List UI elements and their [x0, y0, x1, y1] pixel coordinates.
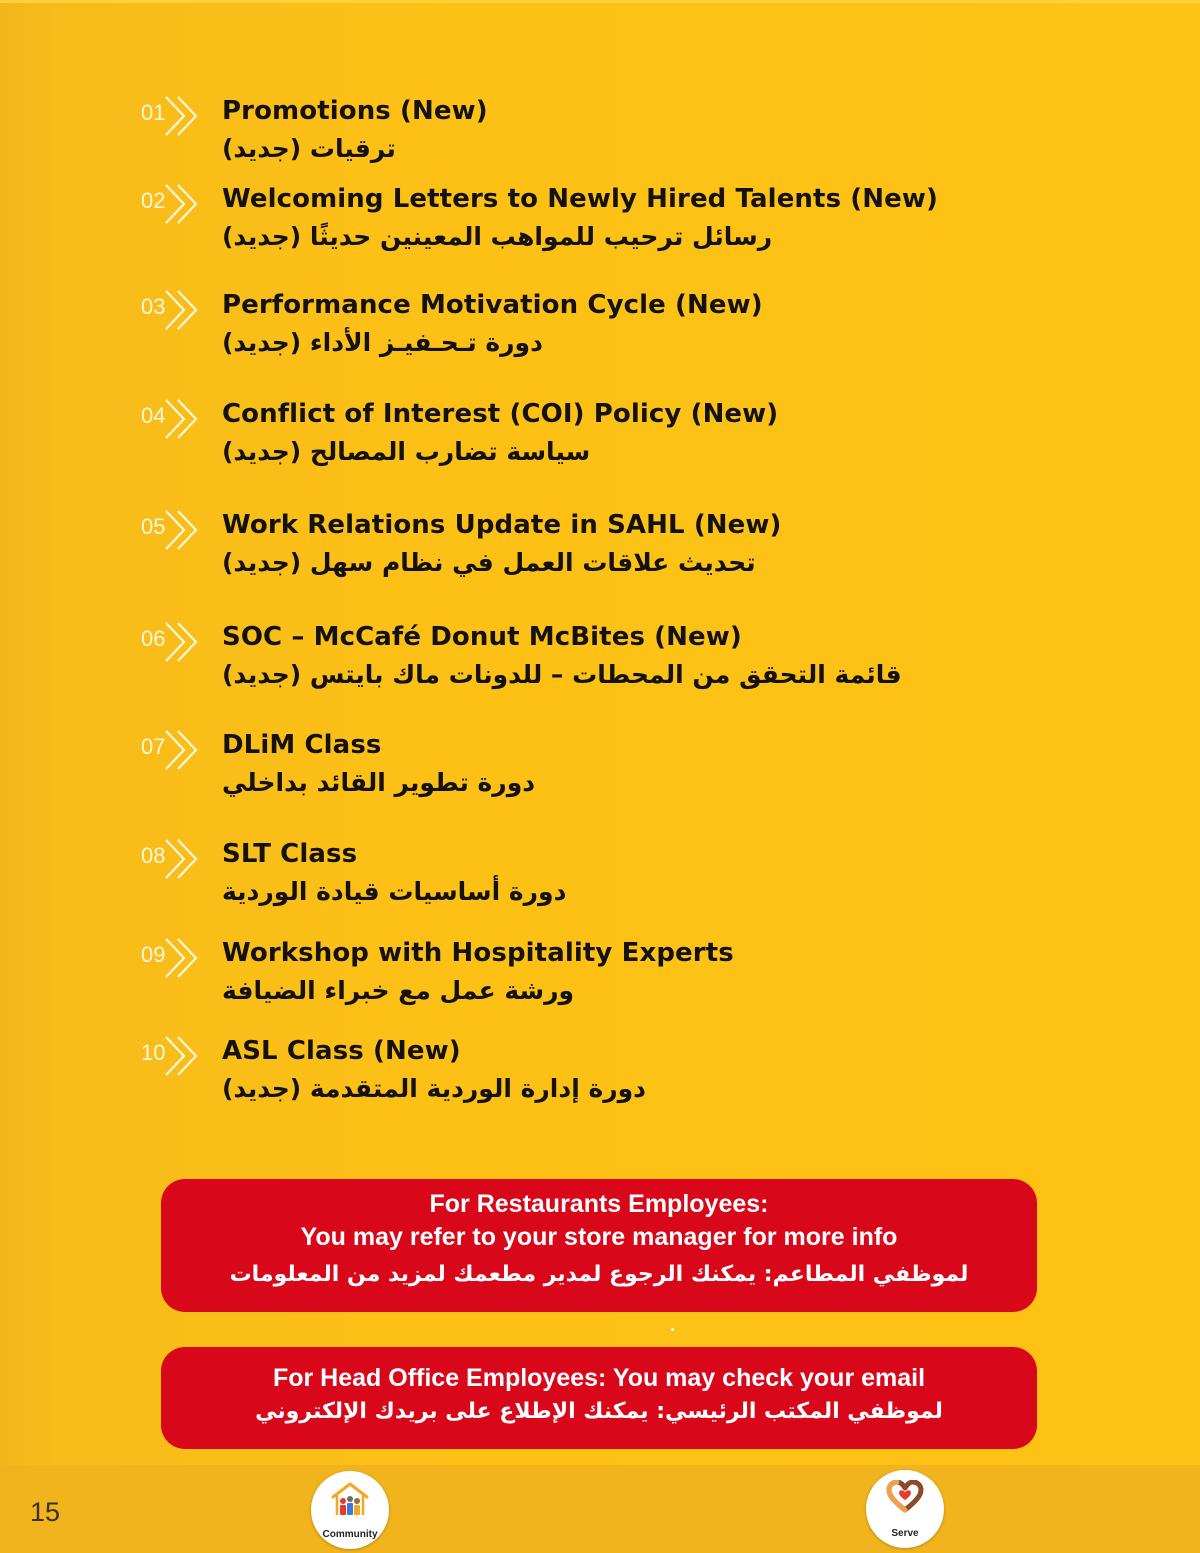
item-title-english: SOC – McCafé Donut McBites (New) [222, 622, 742, 652]
item-title-english: Work Relations Update in SAHL (New) [222, 510, 782, 540]
item-title-arabic: ترقيات (جديد) [222, 134, 396, 163]
double-chevron-icon [162, 727, 202, 773]
community-house-icon [330, 1481, 370, 1519]
restaurants-note-line1: For Restaurants Employees: [429, 1190, 769, 1218]
item-title-arabic: دورة أساسيات قيادة الوردية [222, 877, 567, 906]
item-number: 03 [141, 294, 166, 319]
item-title-arabic: سياسة تضارب المصالح (جديد) [222, 437, 591, 466]
page-number: 15 [30, 1497, 61, 1527]
item-title-arabic: قائمة التحقق من المحطات – للدونات ماك بايتس (جديد) [222, 660, 902, 689]
item-title-arabic: ورشة عمل مع خبراء الضيافة [222, 976, 575, 1005]
item-title-english: Workshop with Hospitality Experts [222, 938, 734, 968]
item-title-arabic: دورة إدارة الوردية المتقدمة (جديد) [222, 1074, 646, 1103]
item-title-english: DLiM Class [222, 730, 382, 760]
head-office-note-arabic: لموظفي المكتب الرئيسي: يمكنك الإطلاع على بريدك الإلكتروني [255, 1399, 943, 1424]
item-number: 06 [141, 626, 166, 651]
page-top-edge [0, 0, 1200, 3]
item-number: 07 [141, 734, 166, 759]
double-chevron-icon [162, 619, 202, 665]
item-number: 02 [141, 188, 166, 213]
restaurants-note-arabic: لموظفي المطاعم: يمكنك الرجوع لمدير مطعمك لمزيد من المعلومات [229, 1262, 969, 1287]
double-chevron-icon [162, 287, 202, 333]
item-title-english: SLT Class [222, 839, 358, 869]
item-title-english: ASL Class (New) [222, 1036, 461, 1066]
footer-band [0, 1465, 1200, 1553]
serve-badge-label: Serve [891, 1528, 919, 1539]
double-chevron-icon [162, 507, 202, 553]
serve-badge [866, 1470, 944, 1548]
item-number: 01 [141, 100, 166, 125]
item-number: 09 [141, 942, 166, 967]
double-chevron-icon [162, 93, 202, 139]
decorative-dot [671, 1328, 674, 1331]
item-title-arabic: تحديث علاقات العمل في نظام سهل (جديد) [222, 548, 756, 577]
head-office-note-line1: For Head Office Employees: You may check your email [272, 1364, 926, 1392]
item-title-arabic: رسائل ترحيب للمواهب المعينين حديثًا (جديد) [222, 222, 773, 251]
item-title-english: Performance Motivation Cycle (New) [222, 290, 763, 320]
double-chevron-icon [162, 1033, 202, 1079]
head-office-employees-note [161, 1347, 1037, 1449]
item-title-english: Promotions (New) [222, 96, 488, 126]
restaurants-employees-note [161, 1179, 1037, 1312]
item-number: 08 [141, 843, 166, 868]
double-chevron-icon [162, 181, 202, 227]
restaurants-note-line2: You may refer to your store manager for more info [300, 1223, 898, 1251]
double-chevron-icon [162, 836, 202, 882]
item-title-arabic: دورة تطوير القائد بداخلي [222, 768, 536, 797]
item-number: 10 [141, 1040, 166, 1065]
item-title-arabic: دورة تـحـفيـز الأداء (جديد) [222, 328, 543, 357]
item-title-english: Conflict of Interest (COI) Policy (New) [222, 399, 779, 429]
item-number: 05 [141, 514, 166, 539]
double-chevron-icon [162, 396, 202, 442]
item-number: 04 [141, 403, 166, 428]
community-badge [311, 1471, 389, 1549]
community-badge-label: Community [322, 1529, 378, 1540]
item-title-english: Welcoming Letters to Newly Hired Talents (New) [222, 184, 938, 214]
double-chevron-icon [162, 935, 202, 981]
serve-heart-hands-icon [885, 1480, 925, 1514]
